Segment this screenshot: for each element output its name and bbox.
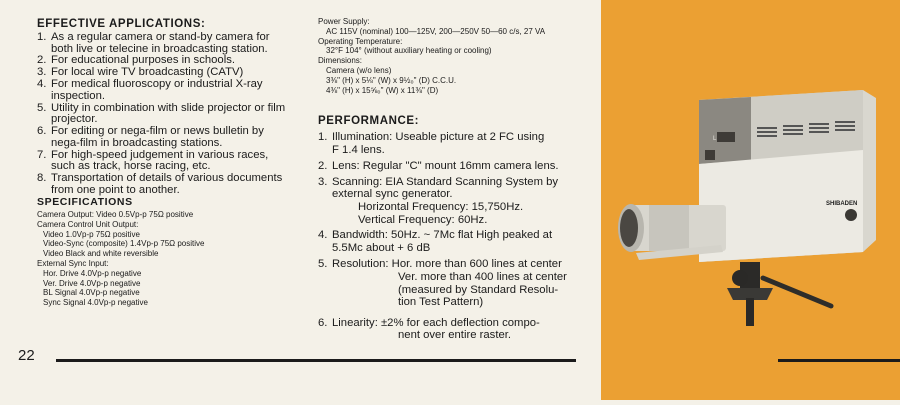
performance-line: Ver. more than 400 lines at center: [398, 270, 567, 283]
performance-line: Resolution: Hor. more than 600 lines at center: [332, 258, 562, 271]
power-spec-line: Camera (w/o lens): [326, 65, 392, 75]
application-text: For editing or nega-film or news bulletin by nega-film in broadcasting stations.: [51, 125, 264, 149]
performance-heading: PERFORMANCE:: [318, 115, 420, 127]
application-text: Transportation of details of various documents from one point to another.: [51, 172, 283, 196]
application-text: For local wire TV broadcasting (CATV): [51, 66, 244, 79]
spec-line: Camera Control Unit Output:: [37, 219, 139, 229]
application-item: [37, 126, 292, 149]
performance-line: Scanning: EIA Standard Scanning System by: [332, 175, 559, 188]
performance-item: [318, 176, 583, 226]
camera-photo-panel: [601, 0, 900, 400]
application-item: [37, 173, 292, 196]
performance-line: Illumination: Useable picture at 2 FC using: [332, 131, 545, 143]
application-text: Utility in combination with slide projector or film projector.: [51, 101, 286, 126]
camera-illustration: [601, 0, 900, 400]
performance-line: Linearity: ±2% for each deflection compo-: [332, 316, 540, 329]
performance-number: 1.: [318, 131, 328, 143]
application-item: [37, 79, 292, 102]
application-item: [37, 150, 292, 173]
performance-number: 2.: [318, 160, 328, 173]
page-number: 22: [18, 347, 35, 364]
power-spec-line: 3⅜" (H) x 5⅛" (W) x 9½₀" (D) C.C.U.: [326, 75, 457, 85]
power-spec-line: 32°F 104° (without auxiliary heating or cooling): [326, 46, 492, 56]
performance-number: 5.: [318, 258, 328, 271]
specifications-list: [37, 210, 204, 308]
lens-glass: [620, 209, 638, 247]
application-text: For educational purposes in schools.: [51, 54, 235, 67]
application-number: 3.: [37, 66, 47, 79]
application-number: 4.: [37, 78, 47, 91]
pan-handle: [763, 278, 831, 306]
application-item: [37, 103, 292, 126]
tilt-knob: [732, 270, 748, 286]
performance-item: [318, 160, 583, 173]
spec-line: Video 1.0Vp-p 75Ω positive: [43, 229, 141, 239]
tripod-stem: [746, 298, 754, 326]
indicator-light: [705, 150, 715, 160]
power-dimensions-block: [318, 17, 545, 95]
power-spec-line: 4⅜" (H) x 15⅝₀" (W) x 11⅜" (D): [326, 85, 439, 95]
side-connector: [845, 209, 857, 221]
spec-line: External Sync Input:: [37, 258, 109, 268]
application-text: For high-speed judgement in various races, such as track, horse racing, etc.: [51, 148, 269, 173]
spec-line: BL Signal 4.0Vp-p negative: [43, 288, 140, 298]
application-number: 6.: [37, 125, 47, 138]
power-spec-line: Power Supply:: [318, 17, 370, 26]
performance-line: F 1.4 lens.: [332, 143, 385, 156]
spec-line: Video Black and white reversible: [43, 249, 159, 259]
camera-brand-label: SHIBADEN: [826, 201, 858, 207]
applications-heading: EFFECTIVE APPLICATIONS:: [37, 18, 206, 30]
performance-line: nent over entire raster.: [398, 329, 512, 342]
performance-number: 3.: [318, 175, 328, 188]
spec-line: Camera Output: Video 0.5Vp-p 75Ω positive: [37, 210, 194, 219]
spec-line: Ver. Drive 4.0Vp-p negative: [43, 278, 141, 288]
power-spec-line: AC 115V (nominal) 100—125V, 200—250V 50—60 c/s, 27 VA: [326, 26, 546, 36]
application-number: 5.: [37, 101, 47, 114]
bottom-rule-right: [778, 359, 900, 362]
application-item: [37, 67, 292, 79]
performance-item: [318, 131, 583, 156]
application-number: 7.: [37, 148, 47, 161]
performance-line: 5.5Mc about + 6 dB: [332, 241, 431, 254]
performance-item: [318, 229, 583, 254]
application-number: 2.: [37, 54, 47, 67]
bottom-rule: [56, 359, 576, 362]
application-number: 8.: [37, 172, 47, 185]
spec-line: Hor. Drive 4.0Vp-p negative: [43, 268, 142, 278]
performance-line: tion Test Pattern): [398, 296, 484, 309]
control-knob: [717, 132, 735, 142]
applications-list: [37, 32, 292, 197]
spec-line: Video-Sync (composite) 1.4Vp-p 75Ω positive: [43, 239, 205, 249]
application-text: As a regular camera or stand-by camera for both live or telecine in broadcasting station.: [51, 31, 270, 55]
svg-text:L: L: [713, 136, 717, 142]
power-spec-line: Dimensions:: [318, 56, 363, 66]
spec-line: Sync Signal 4.0Vp-p negative: [43, 298, 148, 308]
application-item: [37, 32, 292, 55]
performance-item: [318, 317, 583, 342]
performance-line: Bandwidth: 50Hz. ~ 7Mc flat High peaked at: [332, 229, 553, 242]
performance-list: [318, 131, 583, 342]
application-number: 1.: [37, 31, 47, 43]
performance-line: external sync generator.: [332, 188, 453, 201]
specifications-heading: SPECIFICATIONS: [37, 196, 133, 208]
performance-number: 6.: [318, 316, 328, 329]
performance-item: [318, 258, 583, 308]
application-text: For medical fluoroscopy or industrial X-ray inspection.: [51, 78, 263, 102]
performance-number: 4.: [318, 229, 328, 242]
power-spec-line: Operating Temperature:: [318, 36, 403, 46]
performance-line: Lens: Regular "C" mount 16mm camera lens.: [332, 160, 559, 173]
application-item: [37, 55, 292, 67]
performance-line: Vertical Frequency: 60Hz.: [358, 213, 488, 226]
performance-line: Horizontal Frequency: 15,750Hz.: [358, 200, 524, 213]
performance-line: (measured by Standard Resolu-: [398, 283, 559, 296]
lens-focus-ring: [649, 205, 689, 251]
